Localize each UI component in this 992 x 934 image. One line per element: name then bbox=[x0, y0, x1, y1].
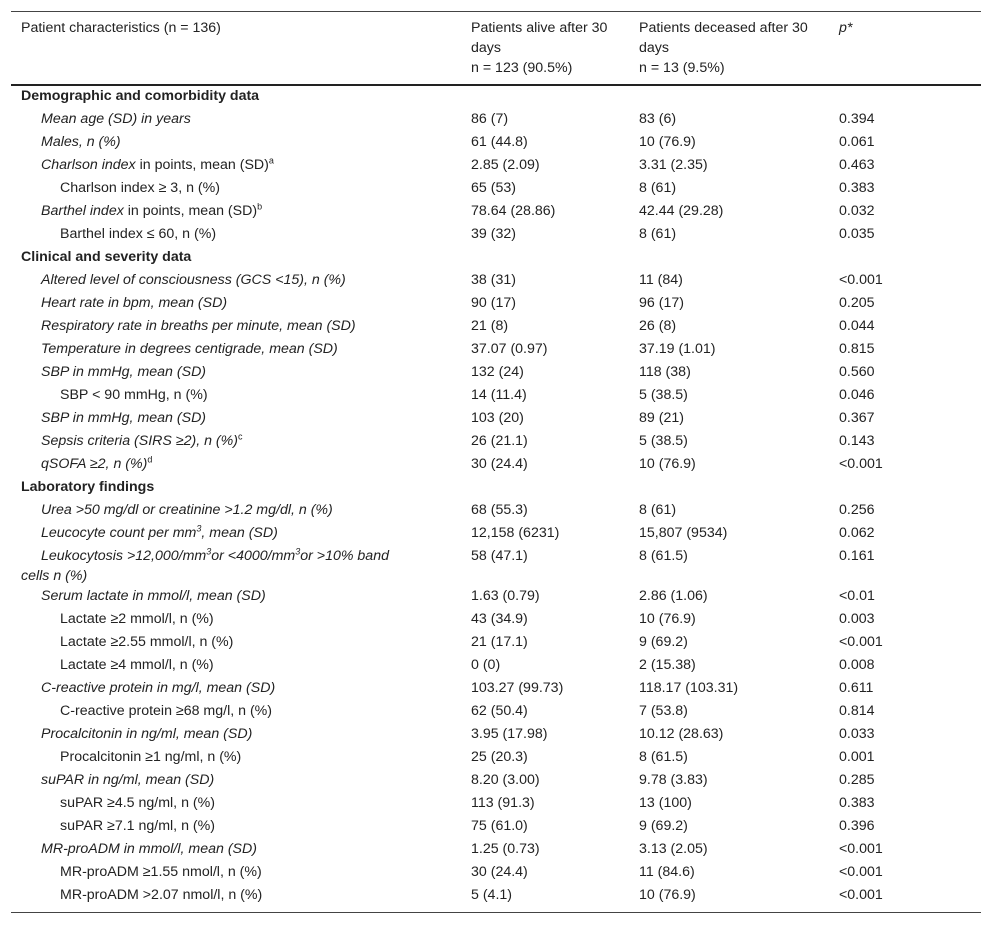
table-row bbox=[11, 270, 981, 293]
row-label-italic: qSOFA ≥2, n (%) bbox=[41, 456, 148, 472]
alive-value: 65 (53) bbox=[471, 180, 516, 196]
row-label: Respiratory rate in breaths per minute, mean (SD) bbox=[41, 318, 356, 334]
deceased-value: 10.12 (28.63) bbox=[639, 726, 724, 742]
alive-value: 21 (8) bbox=[471, 318, 509, 334]
section-clinical: Clinical and severity data bbox=[21, 249, 192, 265]
alive-value: 39 (32) bbox=[471, 226, 516, 242]
table-row bbox=[11, 293, 981, 316]
header-alive-title: Patients alive after 30 days bbox=[471, 20, 608, 56]
p-value: 0.161 bbox=[839, 548, 875, 564]
row-label: Procalcitonin in ng/ml, mean (SD) bbox=[41, 726, 253, 742]
header-alive-n: n = 123 (90.5%) bbox=[471, 60, 573, 76]
table-row bbox=[11, 178, 981, 201]
row-label bbox=[11, 546, 461, 586]
alive-value: 113 (91.3) bbox=[471, 795, 535, 811]
alive-value: 132 (24) bbox=[471, 364, 524, 380]
row-label: SBP in mmHg, mean (SD) bbox=[41, 364, 207, 380]
p-value: 0.394 bbox=[839, 111, 875, 127]
p-value: <0.001 bbox=[839, 456, 883, 472]
deceased-value: 8 (61.5) bbox=[639, 749, 688, 765]
table-row bbox=[11, 155, 981, 178]
row-label-part: or <4000/mm bbox=[211, 548, 296, 564]
footnote-mark: b bbox=[257, 201, 263, 212]
p-value: 0.062 bbox=[839, 525, 875, 541]
table-row bbox=[11, 224, 981, 247]
p-value: 0.035 bbox=[839, 226, 875, 242]
patient-characteristics-table bbox=[11, 11, 981, 913]
table-row bbox=[11, 609, 981, 632]
p-value: 0.611 bbox=[839, 680, 874, 696]
row-label-rest: in points, mean (SD) bbox=[135, 157, 269, 173]
p-value: 0.367 bbox=[839, 410, 875, 426]
table-row bbox=[11, 454, 981, 477]
alive-value: 30 (24.4) bbox=[471, 864, 528, 880]
alive-value: 43 (34.9) bbox=[471, 611, 528, 627]
row-label bbox=[11, 523, 461, 546]
deceased-value: 118.17 (103.31) bbox=[639, 680, 739, 696]
row-label: MR-proADM in mmol/l, mean (SD) bbox=[41, 841, 257, 857]
section-row bbox=[11, 85, 981, 109]
table-row bbox=[11, 339, 981, 362]
p-value: <0.001 bbox=[839, 634, 883, 650]
row-label: Procalcitonin ≥1 ng/ml, n (%) bbox=[60, 749, 242, 765]
alive-value: 78.64 (28.86) bbox=[471, 203, 556, 219]
p-value: 0.032 bbox=[839, 203, 875, 219]
alive-value: 0 (0) bbox=[471, 657, 501, 673]
row-label: suPAR ≥7.1 ng/ml, n (%) bbox=[60, 818, 215, 834]
row-label-rest: in points, mean (SD) bbox=[123, 203, 258, 219]
footnote-mark: d bbox=[147, 454, 153, 465]
table-header-row bbox=[11, 12, 981, 86]
p-value: <0.001 bbox=[839, 272, 883, 288]
deceased-value: 3.31 (2.35) bbox=[639, 157, 708, 173]
footnote-mark: c bbox=[238, 431, 243, 442]
table-row bbox=[11, 201, 981, 224]
alive-value: 90 (17) bbox=[471, 295, 516, 311]
superscript: 3 bbox=[196, 523, 202, 534]
row-label: SBP in mmHg, mean (SD) bbox=[41, 410, 207, 426]
table-row bbox=[11, 655, 981, 678]
alive-value: 5 (4.1) bbox=[461, 885, 629, 913]
p-value: <0.001 bbox=[839, 864, 883, 880]
deceased-value: 10 (76.9) bbox=[629, 885, 829, 913]
table-row bbox=[11, 885, 981, 913]
row-label: Lactate ≥4 mmol/l, n (%) bbox=[60, 657, 214, 673]
p-value: 0.256 bbox=[839, 502, 875, 518]
p-value: 0.143 bbox=[839, 433, 875, 449]
section-row bbox=[11, 477, 981, 500]
row-label: C-reactive protein ≥68 mg/l, n (%) bbox=[60, 703, 273, 719]
alive-value: 68 (55.3) bbox=[471, 502, 528, 518]
p-value: 0.560 bbox=[839, 364, 875, 380]
table-row bbox=[11, 724, 981, 747]
deceased-value: 8 (61) bbox=[639, 502, 677, 518]
table-row bbox=[11, 793, 981, 816]
deceased-value: 10 (76.9) bbox=[639, 611, 696, 627]
table-row bbox=[11, 546, 981, 586]
p-value: 0.815 bbox=[839, 341, 875, 357]
row-label: Charlson index ≥ 3, n (%) bbox=[60, 180, 220, 196]
table-row bbox=[11, 385, 981, 408]
alive-value: 1.63 (0.79) bbox=[471, 588, 540, 604]
superscript: 3 bbox=[206, 546, 212, 557]
table-row bbox=[11, 408, 981, 431]
table-row bbox=[11, 770, 981, 793]
p-value: <0.001 bbox=[839, 841, 883, 857]
alive-value: 103.27 (99.73) bbox=[471, 680, 564, 696]
p-value: 0.033 bbox=[839, 726, 875, 742]
table-row bbox=[11, 862, 981, 885]
row-label: Altered level of consciousness (GCS <15), n (%) bbox=[41, 272, 346, 288]
p-value: 0.383 bbox=[839, 795, 875, 811]
section-row bbox=[11, 247, 981, 270]
header-deceased bbox=[629, 12, 829, 86]
header-alive bbox=[461, 12, 629, 86]
deceased-value: 15,807 (9534) bbox=[639, 525, 728, 541]
deceased-value: 8 (61) bbox=[639, 180, 677, 196]
alive-value: 2.85 (2.09) bbox=[471, 157, 540, 173]
p-value: <0.01 bbox=[839, 588, 875, 604]
alive-value: 12,158 (6231) bbox=[471, 525, 560, 541]
table-row bbox=[11, 132, 981, 155]
row-label: Males, n (%) bbox=[41, 134, 121, 150]
table-row bbox=[11, 747, 981, 770]
table-row bbox=[11, 701, 981, 724]
deceased-value: 11 (84.6) bbox=[639, 864, 695, 880]
p-value: 0.003 bbox=[839, 611, 875, 627]
alive-value: 21 (17.1) bbox=[471, 634, 528, 650]
deceased-value: 3.13 (2.05) bbox=[639, 841, 708, 857]
row-label: Lactate ≥2 mmol/l, n (%) bbox=[60, 611, 214, 627]
header-deceased-n: n = 13 (9.5%) bbox=[639, 60, 725, 76]
deceased-value: 7 (53.8) bbox=[639, 703, 688, 719]
row-label-part: or >10% band bbox=[300, 548, 389, 564]
row-label-italic: Charlson index bbox=[41, 157, 136, 173]
superscript: 3 bbox=[295, 546, 301, 557]
table-row bbox=[11, 109, 981, 132]
p-value: 0.463 bbox=[839, 157, 875, 173]
row-label-part: Leukocytosis >12,000/mm bbox=[41, 548, 207, 564]
p-value: 0.396 bbox=[839, 818, 875, 834]
deceased-value: 2 (15.38) bbox=[639, 657, 696, 673]
section-laboratory: Laboratory findings bbox=[21, 479, 155, 495]
row-label: suPAR ≥4.5 ng/ml, n (%) bbox=[60, 795, 215, 811]
alive-value: 3.95 (17.98) bbox=[471, 726, 548, 742]
alive-value: 8.20 (3.00) bbox=[471, 772, 540, 788]
row-label: Mean age (SD) in years bbox=[41, 111, 191, 127]
alive-value: 75 (61.0) bbox=[471, 818, 528, 834]
row-label bbox=[11, 155, 461, 178]
header-deceased-title: Patients deceased after 30 days bbox=[639, 20, 808, 56]
row-label: Heart rate in bpm, mean (SD) bbox=[41, 295, 228, 311]
deceased-value: 118 (38) bbox=[639, 364, 691, 380]
table-row bbox=[11, 839, 981, 862]
table-row bbox=[11, 316, 981, 339]
deceased-value: 5 (38.5) bbox=[639, 387, 688, 403]
p-value: 0.814 bbox=[839, 703, 875, 719]
alive-value: 86 (7) bbox=[471, 111, 509, 127]
row-label-part: Leucocyte count per mm bbox=[41, 525, 197, 541]
footnote-mark: a bbox=[268, 155, 274, 166]
deceased-value: 8 (61.5) bbox=[639, 548, 688, 564]
alive-value: 14 (11.4) bbox=[471, 387, 527, 403]
alive-value: 1.25 (0.73) bbox=[471, 841, 540, 857]
alive-value: 62 (50.4) bbox=[471, 703, 528, 719]
deceased-value: 83 (6) bbox=[639, 111, 677, 127]
p-value: 0.383 bbox=[839, 180, 875, 196]
deceased-value: 11 (84) bbox=[639, 272, 683, 288]
deceased-value: 9 (69.2) bbox=[639, 634, 688, 650]
table-row bbox=[11, 816, 981, 839]
deceased-value: 10 (76.9) bbox=[639, 134, 696, 150]
deceased-value: 9 (69.2) bbox=[639, 818, 688, 834]
alive-value: 38 (31) bbox=[471, 272, 516, 288]
row-label: Lactate ≥2.55 mmol/l, n (%) bbox=[60, 634, 234, 650]
p-value: <0.001 bbox=[829, 885, 981, 913]
row-label: Temperature in degrees centigrade, mean (SD) bbox=[41, 341, 338, 357]
deceased-value: 8 (61) bbox=[639, 226, 677, 242]
deceased-value: 13 (100) bbox=[639, 795, 692, 811]
deceased-value: 5 (38.5) bbox=[639, 433, 688, 449]
row-label: MR-proADM ≥1.55 nmol/l, n (%) bbox=[60, 864, 262, 880]
deceased-value: 10 (76.9) bbox=[639, 456, 696, 472]
header-p-value: p* bbox=[829, 12, 981, 86]
table-row bbox=[11, 632, 981, 655]
deceased-value: 96 (17) bbox=[639, 295, 684, 311]
alive-value: 37.07 (0.97) bbox=[471, 341, 548, 357]
p-value: 0.205 bbox=[839, 295, 875, 311]
alive-value: 26 (21.1) bbox=[471, 433, 528, 449]
row-label: C-reactive protein in mg/l, mean (SD) bbox=[41, 680, 276, 696]
alive-value: 30 (24.4) bbox=[471, 456, 528, 472]
row-label-italic: Sepsis criteria (SIRS ≥2), n (%) bbox=[41, 433, 238, 449]
row-label: Urea >50 mg/dl or creatinine >1.2 mg/dl, n (%) bbox=[41, 502, 333, 518]
deceased-value: 89 (21) bbox=[639, 410, 684, 426]
row-label bbox=[11, 431, 461, 454]
deceased-value: 37.19 (1.01) bbox=[639, 341, 716, 357]
alive-value: 25 (20.3) bbox=[471, 749, 528, 765]
row-label bbox=[11, 201, 461, 224]
alive-value: 61 (44.8) bbox=[471, 134, 528, 150]
deceased-value: 9.78 (3.83) bbox=[639, 772, 708, 788]
deceased-value: 42.44 (29.28) bbox=[639, 203, 724, 219]
row-label-part: cells n (%) bbox=[21, 568, 88, 584]
table-row bbox=[11, 500, 981, 523]
row-label-part: , mean (SD) bbox=[201, 525, 278, 541]
row-label: suPAR in ng/ml, mean (SD) bbox=[41, 772, 215, 788]
row-label: MR-proADM >2.07 nmol/l, n (%) bbox=[11, 885, 461, 913]
header-characteristics: Patient characteristics (n = 136) bbox=[11, 12, 461, 86]
table-row bbox=[11, 523, 981, 546]
p-value: 0.008 bbox=[839, 657, 875, 673]
deceased-value: 2.86 (1.06) bbox=[639, 588, 708, 604]
table-row bbox=[11, 586, 981, 609]
alive-value: 58 (47.1) bbox=[471, 548, 528, 564]
row-label: Serum lactate in mmol/l, mean (SD) bbox=[41, 588, 266, 604]
table-row bbox=[11, 678, 981, 701]
alive-value: 103 (20) bbox=[471, 410, 524, 426]
table-row bbox=[11, 431, 981, 454]
p-value: 0.046 bbox=[839, 387, 875, 403]
row-label: Barthel index ≤ 60, n (%) bbox=[60, 226, 217, 242]
p-value: 0.285 bbox=[839, 772, 875, 788]
table-row bbox=[11, 362, 981, 385]
p-value: 0.001 bbox=[839, 749, 875, 765]
row-label bbox=[11, 454, 461, 477]
p-value: 0.044 bbox=[839, 318, 875, 334]
deceased-value: 26 (8) bbox=[639, 318, 677, 334]
row-label: SBP < 90 mmHg, n (%) bbox=[60, 387, 208, 403]
p-value: 0.061 bbox=[839, 134, 875, 150]
section-demographic: Demographic and comorbidity data bbox=[21, 88, 260, 104]
row-label-italic: Barthel index bbox=[41, 203, 124, 219]
